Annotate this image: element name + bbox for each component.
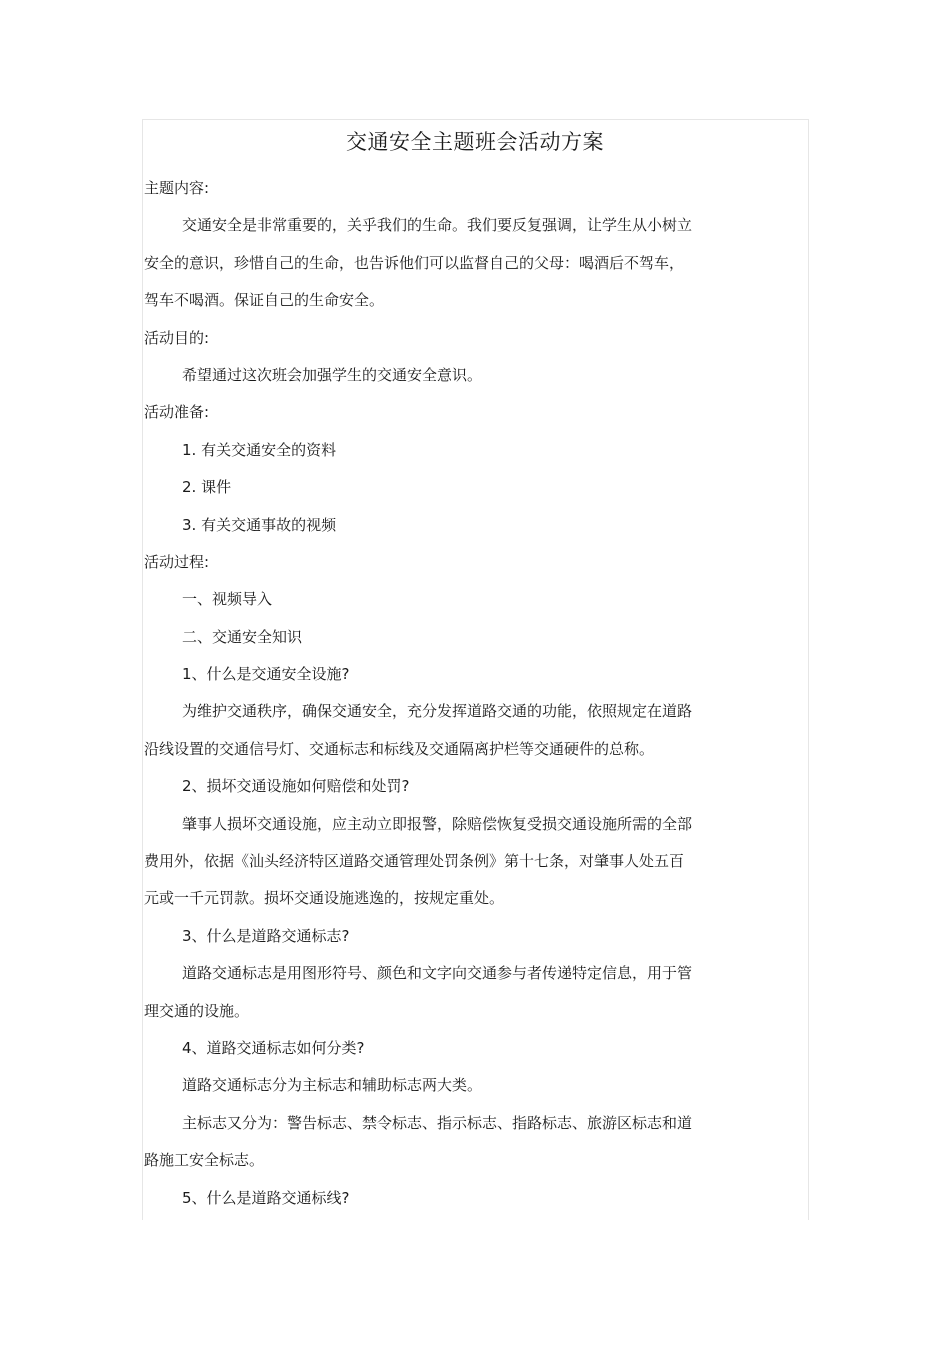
document-title: 交通安全主题班会活动方案 (346, 130, 604, 154)
paragraph-line: 交通安全是非常重要的，关乎我们的生命。我们要反复强调，让学生从小树立 (182, 216, 693, 235)
paragraph-line: 主标志又分为：警告标志、禁令标志、指示标志、指路标志、旅游区标志和道 (182, 1113, 693, 1132)
paragraph-line: 道路交通标志分为主标志和辅助标志两大类。 (182, 1076, 483, 1095)
paragraph-line: 道路交通标志是用图形符号、颜色和文字向交通参与者传递特定信息，用于管 (182, 964, 693, 983)
paragraph-line: 2. 课件 (182, 478, 232, 497)
paragraph-line: 安全的意识，珍惜自己的生命，也告诉他们可以监督自己的父母：喝酒后不驾车， (144, 253, 685, 272)
paragraph-line: 2、损坏交通设施如何赔偿和处罚? (182, 777, 410, 796)
paragraph-line: 希望通过这次班会加强学生的交通安全意识。 (182, 365, 483, 384)
paragraph-line: 1、什么是交通安全设施? (182, 665, 350, 684)
paragraph-line: 为维护交通秩序，确保交通安全，充分发挥道路交通的功能，依照规定在道路 (182, 702, 693, 721)
paragraph-line: 3. 有关交通事故的视频 (182, 515, 337, 534)
paragraph-line: 路施工安全标志。 (144, 1151, 265, 1170)
paragraph-line: 二、交通安全知识 (182, 627, 303, 646)
paragraph-line: 沿线设置的交通信号灯、交通标志和标线及交通隔离护栏等交通硬件的总称。 (144, 739, 655, 758)
paragraph-line: 驾车不喝酒。保证自己的生命安全。 (144, 291, 385, 310)
paragraph-line: 4、道路交通标志如何分类? (182, 1038, 365, 1057)
paragraph-line: 理交通的设施。 (144, 1001, 250, 1020)
paragraph-line: 主题内容: (144, 179, 210, 197)
paragraph-line: 活动准备: (144, 403, 210, 422)
paragraph-line: 活动目的: (144, 328, 210, 347)
paragraph-line: 费用外，依据《汕头经济特区道路交通管理处罚条例》第十七条，对肇事人处五百 (144, 852, 685, 871)
paragraph-line: 一、视频导入 (182, 590, 273, 609)
paragraph-line: 肇事人损坏交通设施，应主动立即报警，除赔偿恢复受损交通设施所需的全部 (182, 814, 693, 833)
paragraph-line: 活动过程: (144, 552, 210, 571)
paragraph-line: 元或一千元罚款。损坏交通设施逃逸的，按规定重处。 (144, 889, 505, 908)
paragraph-line: 5、什么是道路交通标线? (182, 1188, 350, 1207)
document-body (144, 170, 758, 1217)
paragraph-line: 1. 有关交通安全的资料 (182, 440, 337, 459)
paragraph-line: 3、什么是道路交通标志? (182, 926, 350, 945)
